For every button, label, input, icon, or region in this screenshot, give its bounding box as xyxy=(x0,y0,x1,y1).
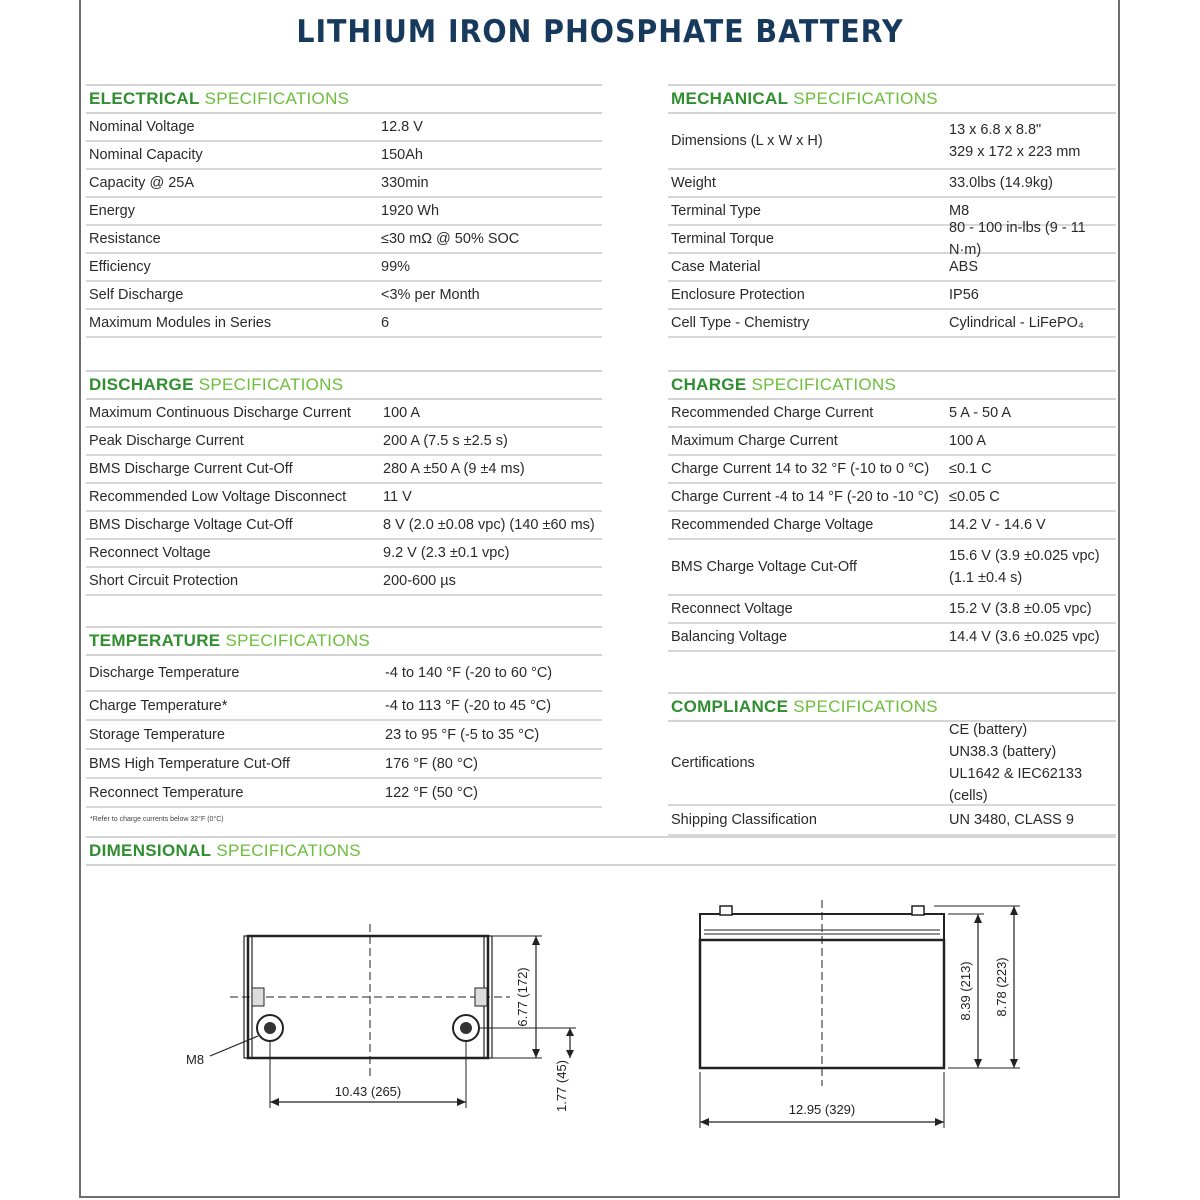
spec-value: 100 A xyxy=(949,433,987,449)
spec-row xyxy=(668,170,1116,198)
mechanical-rows xyxy=(668,114,1116,338)
spec-label: Maximum Continuous Discharge Current xyxy=(89,405,351,421)
spec-value: ≤0.05 C xyxy=(949,489,1000,505)
spec-row xyxy=(668,624,1116,652)
spec-label: Reconnect Voltage xyxy=(671,601,793,617)
spec-row xyxy=(86,428,602,456)
spec-row xyxy=(86,779,602,808)
spec-label: Certifications xyxy=(671,755,755,771)
spec-row xyxy=(86,142,602,170)
spec-label: Resistance xyxy=(89,231,161,247)
spec-row xyxy=(668,806,1116,836)
spec-row xyxy=(668,282,1116,310)
spec-value: <3% per Month xyxy=(381,287,480,303)
spec-row xyxy=(668,512,1116,540)
spec-row xyxy=(668,428,1116,456)
heading-light: SPECIFICATIONS xyxy=(793,89,938,108)
spec-label: Terminal Type xyxy=(671,203,761,219)
case-height-label: 8.39 (213) xyxy=(958,961,973,1021)
charge-rows xyxy=(668,400,1116,652)
heading-bold: CHARGE xyxy=(671,375,747,394)
spec-value: 23 to 95 °F (-5 to 35 °C) xyxy=(385,726,540,743)
terminal-post-right-icon xyxy=(912,906,924,915)
arrow-offset-top xyxy=(566,1028,574,1036)
spec-label: Reconnect Voltage xyxy=(89,545,211,561)
heading-bold: MECHANICAL xyxy=(671,89,789,108)
spec-value: 6 xyxy=(381,315,390,331)
depth-label: 6.77 (172) xyxy=(515,967,530,1027)
heading-bold: TEMPERATURE xyxy=(89,631,221,650)
spec-label: Maximum Modules in Series xyxy=(89,315,272,331)
electrical-section xyxy=(86,84,602,338)
arrow-right xyxy=(457,1098,466,1106)
section-heading xyxy=(668,370,1116,400)
spec-label: Terminal Torque xyxy=(671,231,774,247)
spec-value: 15.2 V (3.8 ±0.05 vpc) xyxy=(949,601,1092,617)
spec-label: Efficiency xyxy=(89,259,151,275)
charge-section xyxy=(668,370,1116,652)
arrow-case-top xyxy=(974,914,982,923)
spec-label: Short Circuit Protection xyxy=(89,573,239,589)
spec-value: 13 x 6.8 x 8.8" 329 x 172 x 223 mm xyxy=(949,122,1081,160)
heading-light: SPECIFICATIONS xyxy=(204,89,350,108)
spec-value: 176 °F (80 °C) xyxy=(385,755,478,772)
spec-value: 15.6 V (3.9 ±0.025 vpc) (1.1 ±0.4 s) xyxy=(949,548,1100,586)
spec-row xyxy=(86,456,602,484)
spec-row xyxy=(86,226,602,254)
terminal-post-left-icon xyxy=(720,906,732,915)
arrow-left xyxy=(270,1098,279,1106)
spec-value: 14.4 V (3.6 ±0.025 vpc) xyxy=(949,629,1100,645)
heading-light: SPECIFICATIONS xyxy=(198,375,344,394)
spec-label: Maximum Charge Current xyxy=(671,433,838,449)
spec-value: 280 A ±50 A (9 ±4 ms) xyxy=(383,461,525,477)
spec-label: Storage Temperature xyxy=(89,726,225,743)
terminal-label: M8 xyxy=(186,1052,205,1067)
spec-row xyxy=(86,721,602,750)
spec-row xyxy=(86,750,602,779)
terminal-leader xyxy=(210,1036,258,1056)
spec-value: 1920 Wh xyxy=(381,203,440,219)
spec-label: Shipping Classification xyxy=(671,812,817,828)
spec-label: Self Discharge xyxy=(89,287,184,303)
spec-value: 8 V (2.0 ±0.08 vpc) (140 ±60 ms) xyxy=(383,517,595,533)
spec-label: Recommended Low Voltage Disconnect xyxy=(89,489,347,505)
vent-left xyxy=(252,988,264,1006)
spec-label: Recommended Charge Voltage xyxy=(671,517,874,533)
length-label: 12.95 (329) xyxy=(788,1102,856,1117)
spec-row xyxy=(668,484,1116,512)
spec-label: Discharge Temperature xyxy=(89,665,240,681)
spec-row xyxy=(86,198,602,226)
spec-value: IP56 xyxy=(949,287,979,303)
compliance-rows xyxy=(668,722,1116,836)
mechanical-section xyxy=(668,84,1116,338)
spec-row xyxy=(668,540,1116,596)
spec-label: Weight xyxy=(671,175,716,191)
spec-row xyxy=(668,400,1116,428)
spec-value: 11 V xyxy=(383,489,412,505)
discharge-section xyxy=(86,370,602,596)
heading-bold: DIMENSIONAL xyxy=(89,841,212,860)
spec-row xyxy=(86,114,602,142)
total-height-label: 8.78 (223) xyxy=(994,957,1009,1017)
section-heading xyxy=(86,836,1116,866)
spec-row xyxy=(86,540,602,568)
spec-value: 330min xyxy=(381,175,429,191)
spec-value: ≤0.1 C xyxy=(949,461,992,477)
spec-value: 9.2 V (2.3 ±0.1 vpc) xyxy=(383,545,510,561)
discharge-rows xyxy=(86,400,602,596)
spec-label: Nominal Voltage xyxy=(89,119,195,135)
spec-label: Energy xyxy=(89,203,135,219)
heading-light: SPECIFICATIONS xyxy=(793,697,938,716)
spec-value: Cylindrical - LiFePO₄ xyxy=(949,315,1084,331)
spec-label: BMS Discharge Current Cut-Off xyxy=(89,461,293,477)
arrow-total-top xyxy=(1010,906,1018,915)
vent-right xyxy=(475,988,487,1006)
spec-label: Case Material xyxy=(671,259,761,275)
spec-label: Recommended Charge Current xyxy=(671,405,874,421)
spec-label: BMS Discharge Voltage Cut-Off xyxy=(89,517,293,533)
heading-bold: DISCHARGE xyxy=(89,375,194,394)
spec-value: ABS xyxy=(949,259,979,275)
dimensional-section xyxy=(86,836,1116,866)
spec-row xyxy=(86,484,602,512)
spec-label: Peak Discharge Current xyxy=(89,433,244,449)
arrow-right xyxy=(935,1118,944,1126)
electrical-rows xyxy=(86,114,602,338)
arrow-offset-bottom xyxy=(566,1050,574,1058)
offset-label: 1.77 (45) xyxy=(554,1059,569,1113)
spec-label: Charge Current -4 to 14 °F (-20 to -10 °C) xyxy=(671,489,939,505)
spec-value: ≤30 mΩ @ 50% SOC xyxy=(381,231,520,247)
spec-label: BMS Charge Voltage Cut-Off xyxy=(671,559,857,575)
width-label: 10.43 (265) xyxy=(334,1084,402,1099)
spec-value: 14.2 V - 14.6 V xyxy=(949,517,1046,533)
heading-light: SPECIFICATIONS xyxy=(225,631,371,650)
spec-value: -4 to 140 °F (-20 to 60 °C) xyxy=(385,665,553,681)
section-heading xyxy=(86,626,602,656)
spec-row xyxy=(668,456,1116,484)
spec-label: Charge Current 14 to 32 °F (-10 to 0 °C) xyxy=(671,461,930,477)
spec-label: Capacity @ 25A xyxy=(89,175,194,191)
spec-row xyxy=(86,692,602,721)
terminal-positive-bolt xyxy=(460,1022,472,1034)
spec-value: 33.0lbs (14.9kg) xyxy=(949,175,1053,191)
spec-value: 80 - 100 in-lbs (9 - 11 N·m) xyxy=(949,220,1086,258)
spec-row xyxy=(668,722,1116,806)
spec-value: 100 A xyxy=(383,405,421,421)
terminal-negative-bolt xyxy=(264,1022,276,1034)
spec-row xyxy=(668,310,1116,338)
temperature-footnote: *Refer to charge currents below 32°F (0°C) xyxy=(90,816,224,823)
arrow-total-bottom xyxy=(1010,1059,1018,1068)
spec-row xyxy=(86,656,602,692)
section-heading xyxy=(86,370,602,400)
spec-value: -4 to 113 °F (-20 to 45 °C) xyxy=(385,697,552,714)
section-heading xyxy=(668,84,1116,114)
spec-row xyxy=(86,254,602,282)
spec-row xyxy=(86,512,602,540)
heading-bold: ELECTRICAL xyxy=(89,89,200,108)
spec-value: 150Ah xyxy=(381,147,423,163)
side-view-drawing xyxy=(680,896,1040,1132)
section-heading xyxy=(86,84,602,114)
spec-value: 5 A - 50 A xyxy=(949,405,1012,421)
arrow-top xyxy=(532,936,540,945)
top-view-drawing xyxy=(170,910,610,1120)
spec-value: UN 3480, CLASS 9 xyxy=(949,812,1074,828)
spec-row xyxy=(86,568,602,596)
spec-value: 200 A (7.5 s ±2.5 s) xyxy=(383,433,508,449)
arrow-bottom xyxy=(532,1049,540,1058)
temperature-section xyxy=(86,626,602,808)
spec-value: M8 xyxy=(949,203,970,219)
spec-label: Charge Temperature* xyxy=(89,697,228,714)
arrow-case-bottom xyxy=(974,1059,982,1068)
spec-value: 99% xyxy=(381,259,411,275)
spec-label: BMS High Temperature Cut-Off xyxy=(89,755,290,772)
spec-value: CE (battery) UN38.3 (battery) UL1642 & IEC62133 (cells) xyxy=(949,722,1083,804)
spec-value: 200-600 µs xyxy=(383,573,456,589)
spec-label: Nominal Capacity xyxy=(89,147,203,163)
spec-row xyxy=(668,114,1116,170)
spec-label: Enclosure Protection xyxy=(671,287,805,303)
arrow-left xyxy=(700,1118,709,1126)
spec-row xyxy=(668,220,1116,258)
spec-row xyxy=(86,282,602,310)
spec-label: Balancing Voltage xyxy=(671,629,788,645)
spec-row xyxy=(86,400,602,428)
temperature-rows xyxy=(86,656,602,808)
spec-label: Cell Type - Chemistry xyxy=(671,315,810,331)
heading-bold: COMPLIANCE xyxy=(671,697,789,716)
spec-row xyxy=(86,310,602,338)
section-heading xyxy=(668,692,1116,722)
heading-light: SPECIFICATIONS xyxy=(216,841,361,860)
compliance-section xyxy=(668,692,1116,836)
spec-row xyxy=(668,596,1116,624)
heading-light: SPECIFICATIONS xyxy=(751,375,897,394)
spec-value: 12.8 V xyxy=(381,119,423,135)
spec-label: Dimensions (L x W x H) xyxy=(671,133,823,149)
spec-row xyxy=(86,170,602,198)
page-title: LITHIUM IRON PHOSPHATE BATTERY xyxy=(296,14,904,50)
spec-value: 122 °F (50 °C) xyxy=(385,784,478,801)
spec-label: Reconnect Temperature xyxy=(89,784,244,801)
